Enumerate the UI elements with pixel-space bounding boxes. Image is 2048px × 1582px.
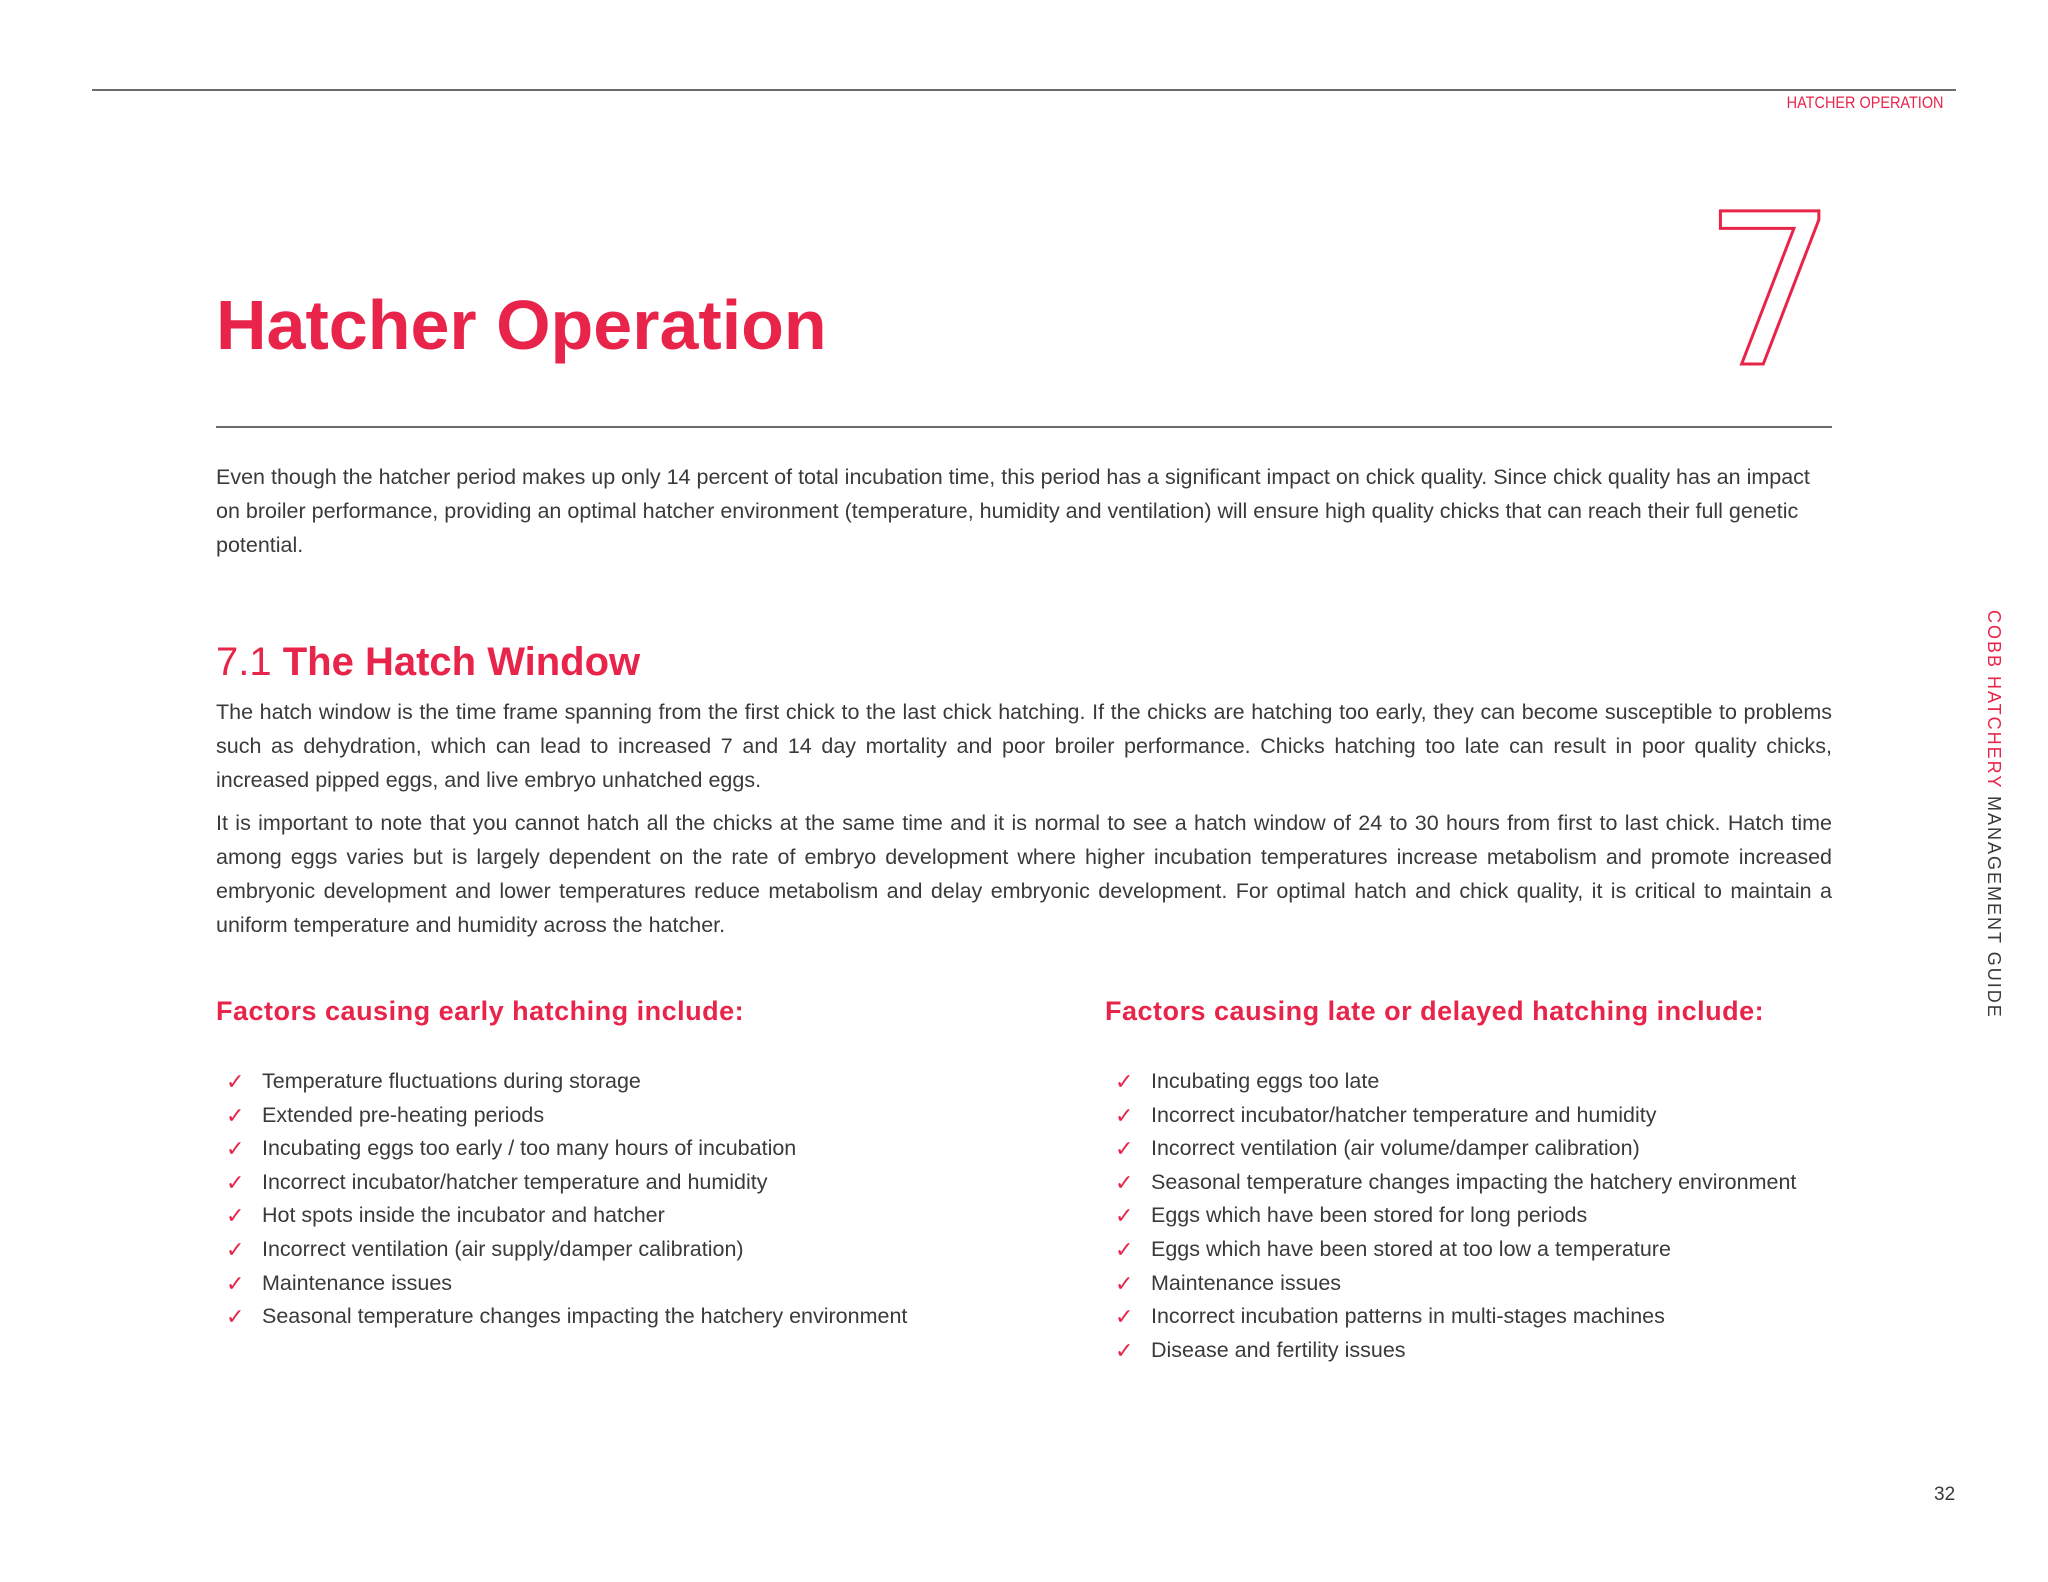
list-item-text: Incorrect ventilation (air supply/damper calibration) <box>262 1236 744 1261</box>
list-item-text: Disease and fertility issues <box>1151 1337 1406 1362</box>
checkmark-icon: ✓ <box>226 1236 245 1262</box>
title-rule <box>216 426 1832 428</box>
list-item <box>226 1065 907 1099</box>
list-item-text: Eggs which have been stored at too low a temperature <box>1151 1236 1671 1261</box>
checkmark-icon: ✓ <box>1115 1169 1134 1195</box>
list-item-text: Incorrect incubation patterns in multi-stages machines <box>1151 1304 1665 1329</box>
list-item-text: Temperature fluctuations during storage <box>262 1069 641 1093</box>
checkmark-icon: ✓ <box>1115 1203 1134 1229</box>
list-item <box>1115 1267 1796 1301</box>
section-paragraph: It is important to note that you cannot hatch all the chicks at the same time and it is normal to see a hatch window of 24 to 30 hours from first to last chick. Hatch time among eggs varies but is largely dependent on the rate of embryo development where higher incubation temperatures increase metabolism and promote increased embryonic development and lower temperatures reduce metabolism and delay embryonic development. For optimal hatch and chick quality, it is critical to maintain a uniform temperature and humidity across the hatcher. <box>216 811 1832 937</box>
list-item <box>226 1099 907 1133</box>
checkmark-icon: ✓ <box>1115 1102 1134 1128</box>
list-item-text: Maintenance issues <box>1151 1270 1342 1295</box>
page-number: 32 <box>1934 1484 1956 1505</box>
checkmark-icon: ✓ <box>226 1069 245 1094</box>
late-factors-list <box>1115 1065 1796 1367</box>
list-item-text: Incorrect incubator/hatcher temperature and humidity <box>262 1169 768 1194</box>
list-item-text: Hot spots inside the incubator and hatcher <box>262 1203 665 1228</box>
list-item-text: Incorrect ventilation (air volume/damper calibration) <box>1151 1136 1640 1161</box>
early-factors-heading: Factors causing early hatching include: <box>216 996 745 1026</box>
checkmark-icon: ✓ <box>226 1304 245 1330</box>
checkmark-icon: ✓ <box>226 1169 245 1195</box>
list-item <box>1115 1166 1796 1200</box>
section-heading <box>216 638 640 686</box>
page-title: Hatcher Operation <box>216 286 827 364</box>
list-item-text: Incorrect incubator/hatcher temperature and humidity <box>1151 1102 1657 1127</box>
list-item <box>226 1300 907 1334</box>
checkmark-icon: ✓ <box>1115 1136 1134 1162</box>
checkmark-icon: ✓ <box>1115 1236 1134 1262</box>
side-title-rest: MANAGEMENT GUIDE <box>1984 796 2004 1019</box>
late-factors-heading: Factors causing late or delayed hatching include: <box>1105 996 1765 1026</box>
chapter-number <box>1700 196 1840 376</box>
list-item <box>226 1267 907 1301</box>
top-rule <box>92 89 1956 91</box>
checkmark-icon: ✓ <box>226 1136 245 1162</box>
list-item <box>1115 1233 1796 1267</box>
intro-paragraph: Even though the hatcher period makes up only 14 percent of total incubation time, this period has a significant impact on chick quality. Since chick quality has an impact on broiler performance, providing an optimal hatcher environment (temperature, humidity and ventilation) will ensure high quality chicks that can reach their full genetic potential. <box>216 465 1810 557</box>
list-item-text: Incubating eggs too late <box>1151 1069 1380 1093</box>
list-item-text: Extended pre-heating periods <box>262 1102 545 1127</box>
list-item <box>1115 1300 1796 1334</box>
list-item-text: Eggs which have been stored for long periods <box>1151 1203 1588 1228</box>
section-title: The Hatch Window <box>282 640 641 684</box>
early-factors-list <box>226 1065 907 1334</box>
side-title-brand: COBB HATCHERY <box>1984 610 2004 797</box>
list-item <box>1115 1132 1796 1166</box>
checkmark-icon: ✓ <box>226 1270 245 1296</box>
list-item <box>226 1233 907 1267</box>
list-item <box>226 1199 907 1233</box>
list-item-text: Seasonal temperature changes impacting the hatchery environment <box>262 1304 908 1329</box>
side-title <box>1983 610 2004 1019</box>
list-item <box>1115 1099 1796 1133</box>
list-item-text: Seasonal temperature changes impacting the hatchery environment <box>1151 1169 1797 1194</box>
section-paragraph: The hatch window is the time frame spanning from the first chick to the last chick hatching. If the chicks are hatching too early, they can become susceptible to problems such as dehydration, which can lead to increased 7 and 14 day mortality and poor broiler performance. Chicks hatching too late can result in poor quality chicks, increased pipped eggs, and live embryo unhatched eggs. <box>216 700 1832 792</box>
list-item-text: Incubating eggs too early / too many hours of incubation <box>262 1136 797 1161</box>
checkmark-icon: ✓ <box>1115 1304 1134 1330</box>
checkmark-icon: ✓ <box>226 1102 245 1128</box>
list-item <box>226 1132 907 1166</box>
list-item <box>1115 1065 1796 1099</box>
running-header: HATCHER OPERATION <box>1786 93 1943 112</box>
checkmark-icon: ✓ <box>226 1203 245 1229</box>
list-item <box>1115 1199 1796 1233</box>
list-item <box>1115 1334 1796 1368</box>
checkmark-icon: ✓ <box>1115 1069 1134 1094</box>
list-item <box>226 1166 907 1200</box>
list-item-text: Maintenance issues <box>262 1270 453 1295</box>
section-number: 7.1 <box>216 640 272 684</box>
chapter-number-text: 7 <box>1703 196 1837 376</box>
checkmark-icon: ✓ <box>1115 1337 1134 1363</box>
checkmark-icon: ✓ <box>1115 1270 1134 1296</box>
